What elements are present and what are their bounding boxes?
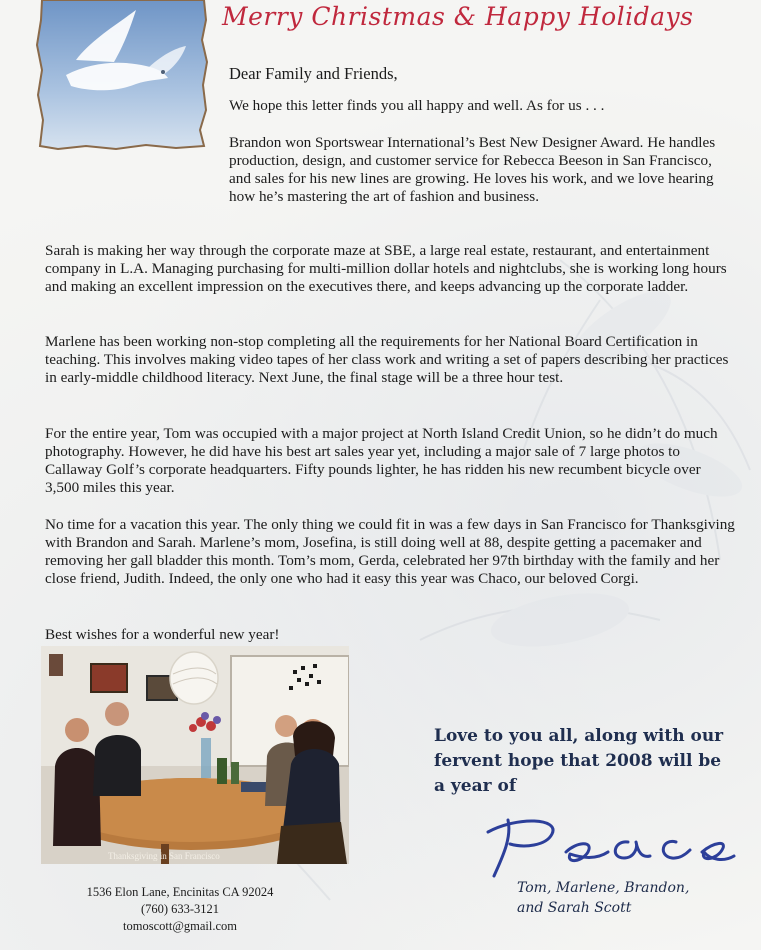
contact-block [60, 884, 300, 935]
dove-image [36, 0, 208, 150]
paragraph-tom: For the entire year, Tom was occupied with a major project at North Island Credit Union, so he didn’t do much photography. However, he did have his best art sales year yet, including a major sale of 7 large photos to Callaway Golf’s corporate headquarters. Fifty pounds lighter, he has ridden his new recumbent bicycle over 3,500 miles this year. [45, 425, 718, 496]
paragraph-sarah: Sarah is making her way through the corporate maze at SBE, a large real estate, restaurant, and entertainment company in L.A. Managing purchasing for multi-million dollar hotels and nightclubs, she is working long hours and making an excellent impression on the executives there, and keeps advancing up the corporate ladder. [45, 242, 727, 295]
headline: Merry Christmas & Happy Holidays [222, 2, 694, 31]
signature-line-1: Tom, Marlene, Brandon, [517, 880, 690, 896]
peace-script [478, 812, 738, 882]
signature-line-2: and Sarah Scott [517, 900, 632, 916]
address-line: 1536 Elon Lane, Encinitas CA 92024 [86, 885, 274, 899]
phone-line: (760) 633-3121 [140, 902, 220, 916]
greeting: Dear Family and Friends, [229, 64, 398, 83]
paragraph-vacation: No time for a vacation this year. The only thing we could fit in was a few days in San Francisco for Thanksgiving with Brandon and Sarah. Marlene’s mom, Josefina, is still doing well at 88, despite getting a pacemaker and removing her gall bladder this month. Tom’s mom, Gerda, celebrated her 97th birthday with the family and her close friend, Judith. Indeed, the only one who had it easy this year was Chaco, our beloved Corgi. [45, 516, 735, 587]
closing-message: Love to you all, along with our fervent hope that 2008 will be a year of [434, 726, 724, 796]
paragraph-best-wishes: Best wishes for a wonderful new year! [45, 626, 280, 643]
paragraph-brandon: Brandon won Sportswear International’s Best New Designer Award. He handles production, design, and customer service for Rebecca Beeson in San Francisco, and sales for his new lines are growing. He loves his work, and we love hearing how he’s mastering the art of fashion and business. [229, 134, 716, 205]
family-photo [41, 646, 349, 864]
paragraph-marlene: Marlene has been working non-stop completing all the requirements for her National Board Certification in teaching. This involves making video tapes of her class work and writing a set of papers describing her practices in early-middle childhood literacy. Next June, the final stage will be a three hour test. [45, 333, 729, 386]
signature-names [517, 878, 747, 918]
email-line: tomoscott@gmail.com [123, 919, 237, 933]
paragraph-intro: We hope this letter finds you all happy and well. As for us . . . [229, 97, 605, 114]
photo-caption: Thanksgiving in San Francisco [108, 851, 220, 861]
